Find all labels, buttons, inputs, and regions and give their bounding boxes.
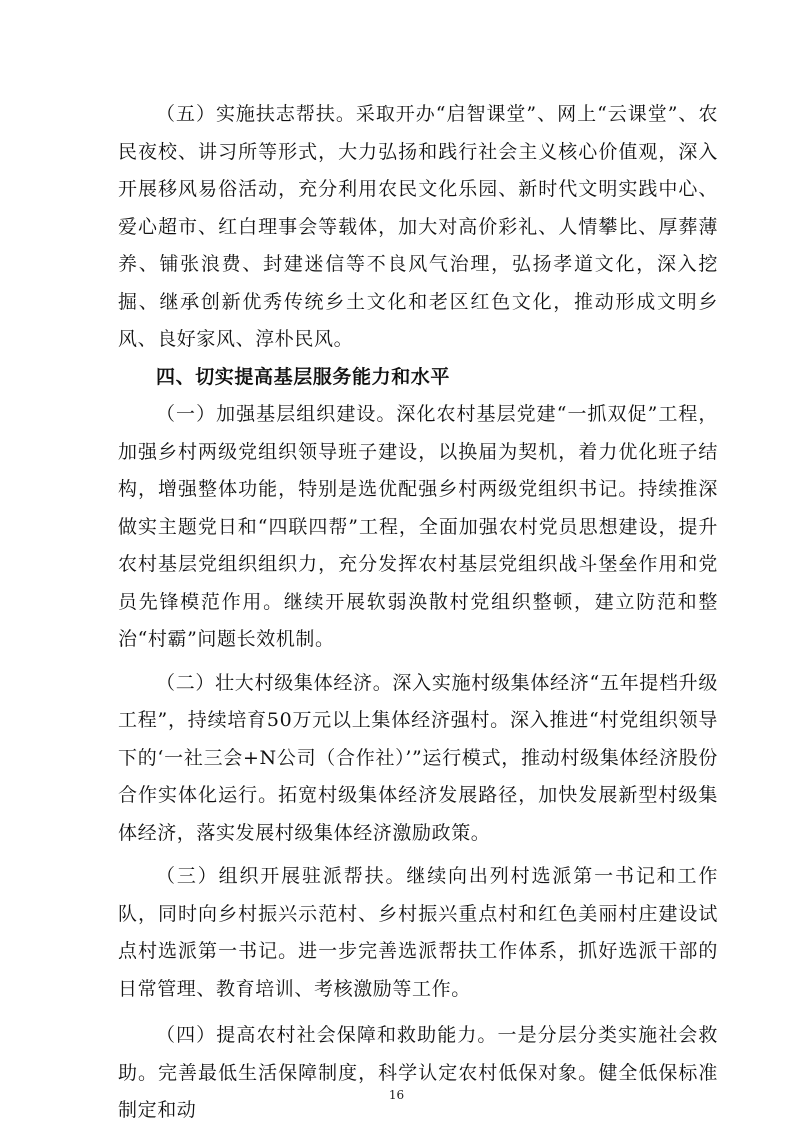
paragraph-organize-resident-assistance: （三）组织开展驻派帮扶。继续向出列村选派第一书记和工作队，同时向乡村振兴示范村、乡村振兴重点村和红色美丽村庄建设试点村选派第一书记。进一步完善选派帮扶工作体系，抓好选派干部的日常管理、教育培训、考核激励等工作。	[118, 865, 718, 1000]
document-body	[118, 96, 718, 1130]
page-number: 16	[388, 1088, 405, 1102]
section-heading-grassroots-service: 四、切实提高基层服务能力和水平	[156, 365, 451, 388]
paragraph-implement-aspiration-support: （五）实施扶志帮扶。采取开办“启智课堂”、网上“云课堂”、农民夜校、讲习所等形式，大力弘扬和践行社会主义核心价值观，深入开展移风易俗活动，充分利用农民文化乐园、新时代文明实践中心、爱心超市、红白理事会等载体，加大对高价彩礼、人情攀比、厚葬薄养、铺张浪费、封建迷信等不良风气治理，弘扬孝道文化，深入挖掘、继承创新优秀传统乡土文化和老区红色文化，推动形成文明乡风、良好家风、淳朴民风。	[118, 103, 718, 350]
paragraph-strengthen-grassroots-organization: （一）加强基层组织建设。深化农村基层党建“一抓双促”工程，加强乡村两级党组织领导班子建设，以换届为契机，着力优化班子结构，增强整体功能，特别是选优配强乡村两级党组织书记。持续推深做实主题党日和“四联四帮”工程，全面加强农村党员思想建设，提升农村基层党组织组织力，充分发挥农村基层党组织战斗堡垒作用和党员先锋模范作用。继续开展软弱涣散村党组织整顿，建立防范和整治“村霸”问题长效机制。	[118, 403, 718, 650]
paragraph-improve-social-security: （四）提高农村社会保障和救助能力。一是分层分类实施社会救助。完善最低生活保障制度，科学认定农村低保对象。健全低保标准制定和动	[118, 1024, 718, 1121]
paragraph-expand-village-collective-economy: （二）壮大村级集体经济。深入实施村级集体经济“五年提档升级工程”，持续培育50万元以上集体经济强村。深入推进“村党组织领导下的‘一社三会+N公司（合作社）’”运行模式，推动村级集体经济股份合作实体化运行。拓宽村级集体经济发展路径，加快发展新型村级集体经济，落实发展村级集体经济激励政策。	[118, 671, 718, 844]
